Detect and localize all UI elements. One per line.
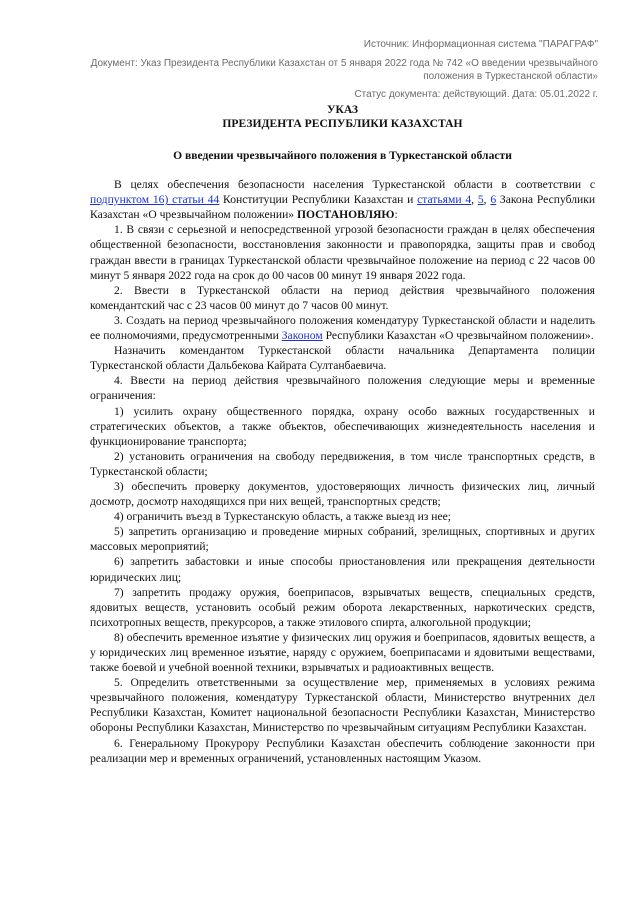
document-line: Документ: Указ Президента Республики Казахстан от 5 января 2022 года № 742 «О введении чрезвычайного положения в Туркестанской области»: [90, 58, 598, 82]
paragraph-5: 5. Определить ответственными за осуществление мер, применяемых в условиях режима чрезвычайного положения, комендатуру Туркестанской области, Министерство внутренних дел Республики Казахстан, Комитет национальной безопасности Республики Казахстан, Министерство обороны Республики Казахстан, Министерство по чрезвычайным ситуациям Республики Казахстан.: [90, 676, 595, 735]
document-body: [90, 103, 595, 766]
status-line: Статус документа: действующий. Дата: 05.01.2022 г.: [354, 89, 598, 100]
subparagraph-4-8: 8) обеспечить временное изъятие у физических лиц оружия и боеприпасов, ядовитых веществ, а у юридических лиц временное изъятие, наряду с оружием, боеприпасами и ядовитыми веществами, также боевой и учебной военной техники, взрывчатых и радиоактивных веществ.: [90, 630, 595, 675]
subparagraph-4-1: 1) усилить охрану общественного порядка, охрану особо важных государственных и стратегических объектов, а также объектов, обеспечивающих жизнедеятельность населения и функционирование транспорта;: [90, 404, 595, 448]
law-article-4-link[interactable]: статьями 4: [417, 193, 472, 207]
subparagraph-4-7: 7) запретить продажу оружия, боеприпасов, взрывчатых веществ, специальных средств, ядовитых веществ, установить особый режим оборота лекарственных, наркотических средств, психотропных веществ, прекурсоров, а также этилового спирта, алкогольной продукции;: [90, 585, 595, 629]
decree-subtitle: О введении чрезвычайного положения в Туркестанской области: [173, 149, 512, 162]
paragraph-3-text: 3. Создать на период чрезвычайного положения комендатуру Туркестанской области и наделить ее полномочиями, предусмотренными: [90, 313, 595, 343]
subparagraph-4-6: 6) запретить забастовки и иные способы приостановления или прекращения деятельности юридических лиц;: [90, 555, 595, 584]
preamble-text-1: В целях обеспечения безопасности населения Туркестанской области в соответствии с: [114, 178, 595, 192]
decree-keyword: ПОСТАНОВЛЯЮ: [297, 208, 395, 222]
subparagraph-4-2: 2) установить ограничения на свободу передвижения, в том числе транспортных средств, в Туркестанской области;: [90, 449, 595, 478]
title-line-2: ПРЕЗИДЕНТА РЕСПУБЛИКИ КАЗАХСТАН: [222, 117, 463, 130]
paragraph-2: 2. Ввести в Туркестанской области на период действия чрезвычайного положения комендантский час с 23 часов 00 минут до 7 часов 00 минут.: [90, 283, 595, 312]
preamble-text-3: Закона Республики Казахстан «О чрезвычайном положении»: [90, 193, 596, 222]
constitution-article-link[interactable]: подпунктом 16) статьи 44: [90, 193, 220, 207]
preamble: [90, 177, 595, 222]
subparagraph-4-4: 4) ограничить въезд в Туркестанскую область, а также выезд из нее;: [114, 510, 451, 524]
paragraph-3-appointment: Назначить комендантом Туркестанской области начальника Департамента полиции Туркестанской области Дальбекова Кайрата Султанбаевича.: [90, 344, 595, 373]
paragraph-3-text-end: Республики Казахстан «О чрезвычайном положении».: [322, 329, 594, 343]
colon: :: [394, 208, 398, 222]
paragraph-1: 1. В связи с серьезной и непосредственной угрозой безопасности граждан в целях обеспечения общественной безопасности, восстановления законности и правопорядка, защиты прав и свобод граждан ввести в границах Туркестанской области чрезвычайное положение на период с 22 часов 00 минут 5 января 2022 года на срок до 00 часов 00 минут 19 января 2022 года.: [90, 223, 595, 282]
source-line: Источник: Информационная система "ПАРАГРАФ": [363, 39, 598, 50]
paragraph-4: 4. Ввести на период действия чрезвычайного положения следующие меры и временные ограничения:: [90, 374, 595, 403]
separator: ,: [483, 193, 491, 207]
law-article-6-link[interactable]: 6: [490, 193, 497, 207]
title-line-1: УКАЗ: [326, 103, 359, 116]
subparagraph-4-3: 3) обеспечить проверку документов, удостоверяющих личность физических лиц, личный досмотр, досмотр находящихся при них вещей, транспортных средств;: [90, 479, 595, 509]
law-link[interactable]: Законом: [281, 329, 323, 343]
document-meta: [78, 38, 598, 101]
preamble-text-2: Конституции Республики Казахстан и: [219, 193, 418, 207]
subparagraph-4-5: 5) запретить организацию и проведение мирных собраний, зрелищных, спортивных и других массовых мероприятий;: [90, 525, 595, 554]
decree-title: [90, 103, 595, 131]
paragraph-6: 6. Генеральному Прокурору Республики Казахстан обеспечить соблюдение законности при реализации мер и временных ограничений, установленных настоящим Указом.: [90, 736, 595, 765]
separator: ,: [471, 193, 478, 207]
law-article-5-link[interactable]: 5: [477, 193, 484, 207]
paragraph-3: [90, 313, 595, 343]
